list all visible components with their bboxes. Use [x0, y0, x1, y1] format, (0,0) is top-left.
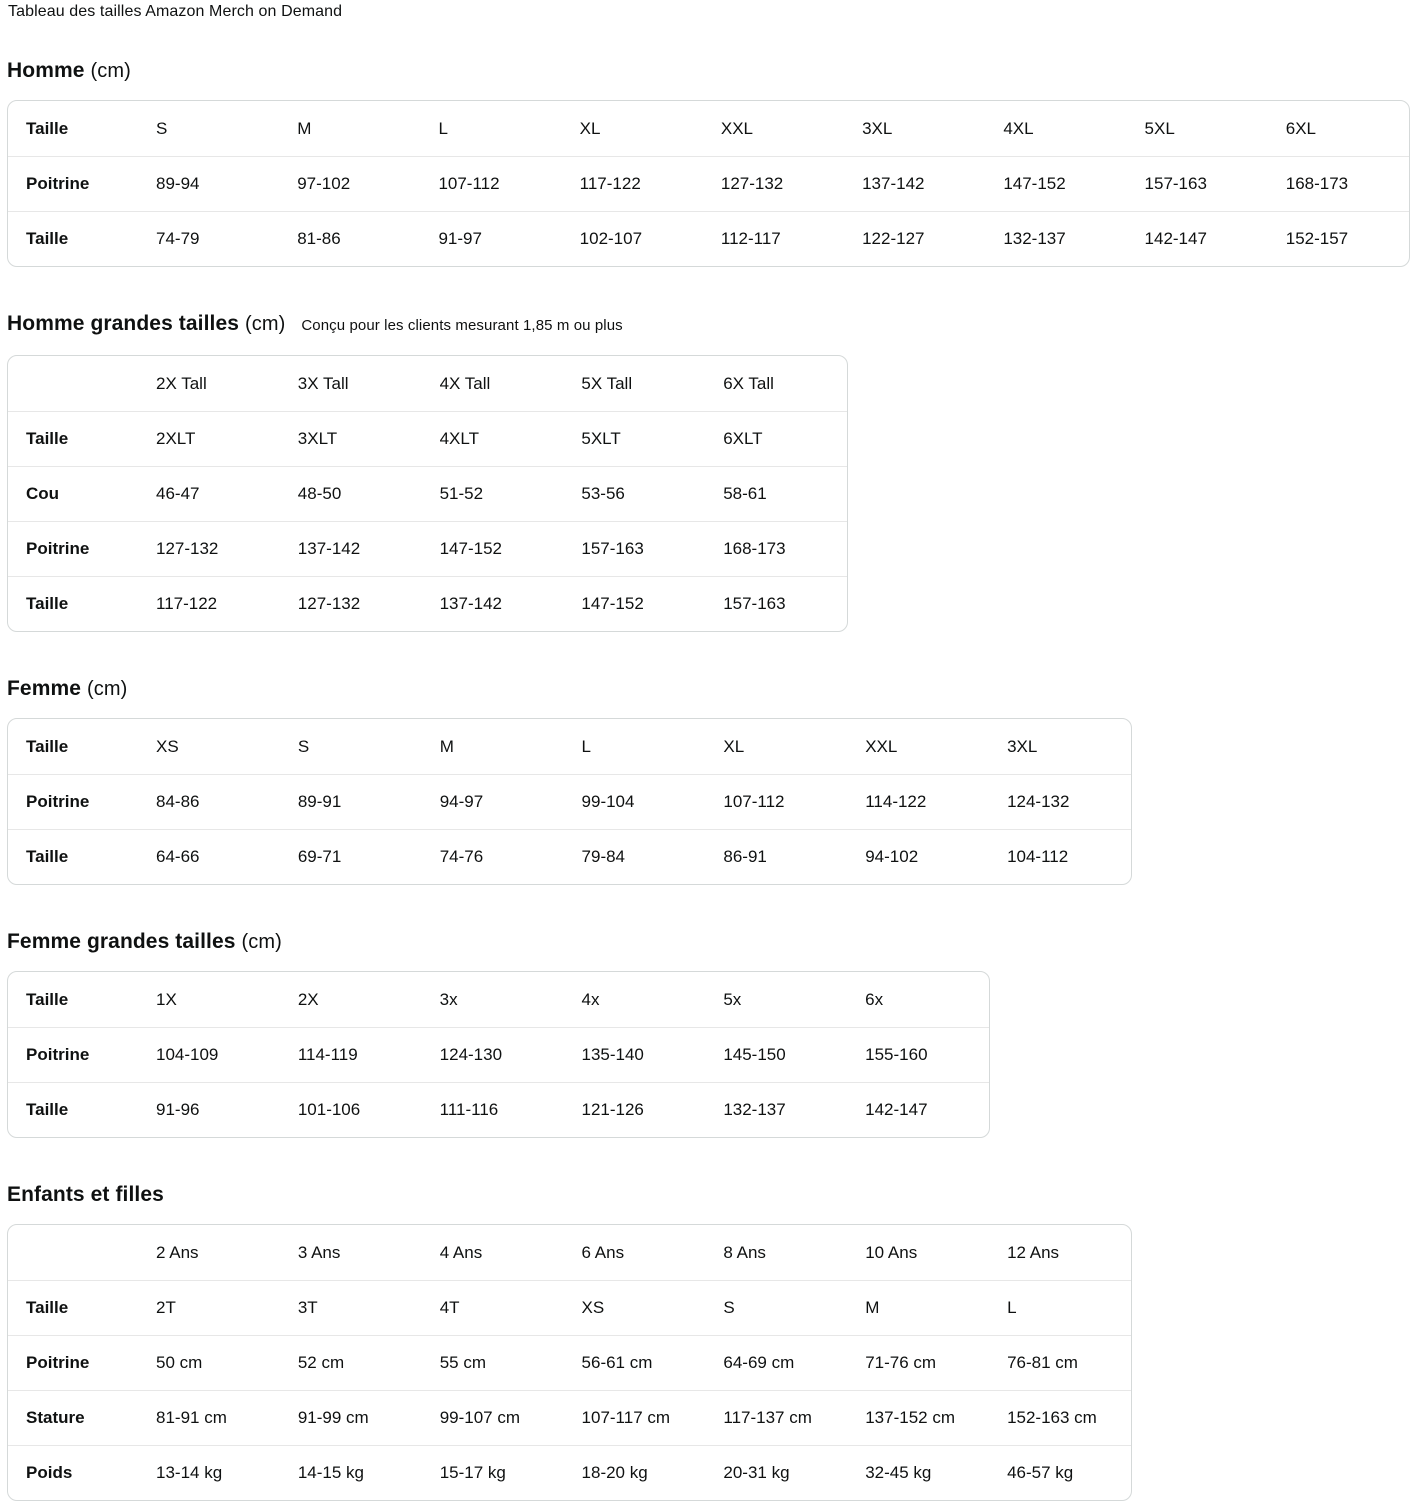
- section-title: Enfants et filles: [7, 1183, 164, 1206]
- value-cell: 5XL: [1144, 118, 1175, 138]
- table-row: [8, 972, 989, 1027]
- value-cell: 14-15 kg: [280, 1445, 422, 1500]
- value-cell: 142-147: [1127, 211, 1268, 266]
- value-cell: 94-97: [422, 774, 564, 829]
- value-cell: 111-116: [422, 1082, 564, 1137]
- table-row: [8, 1390, 1131, 1445]
- value-cell: 112-117: [703, 211, 844, 266]
- value-cell: 99-107 cm: [422, 1390, 564, 1445]
- value-cell: 76-81 cm: [989, 1335, 1131, 1390]
- value-cell: 147-152: [563, 576, 705, 631]
- value-cell: 6XLT: [705, 411, 847, 466]
- value-cell: 117-122: [138, 576, 280, 631]
- value-cell: S: [156, 118, 168, 138]
- value-cell: 81-86: [279, 211, 420, 266]
- table-row: [8, 1280, 1131, 1335]
- value-cell: 114-119: [280, 1027, 422, 1082]
- value-cell: 94-102: [847, 829, 989, 884]
- table-row: [8, 411, 847, 466]
- value-cell: 101-106: [280, 1082, 422, 1137]
- value-cell: 4XLT: [422, 411, 564, 466]
- value-cell: 152-157: [1268, 211, 1409, 266]
- row-label-cell: Poids: [8, 1445, 138, 1500]
- value-cell: 4XL: [1003, 118, 1034, 138]
- value-cell: 132-137: [985, 211, 1126, 266]
- table-row: [8, 774, 1131, 829]
- value-cell: 137-142: [844, 156, 985, 211]
- value-cell: 3 Ans: [297, 1242, 341, 1262]
- value-cell: 6 Ans: [581, 1242, 625, 1262]
- value-cell: 2X: [297, 989, 319, 1009]
- value-cell: 91-97: [420, 211, 561, 266]
- value-cell: 5XLT: [563, 411, 705, 466]
- row-label-cell: Taille: [8, 211, 138, 266]
- value-cell: 1X: [156, 989, 177, 1009]
- value-cell: 3XL: [1007, 736, 1038, 756]
- value-cell: 97-102: [279, 156, 420, 211]
- row-label-cell: Taille: [8, 576, 138, 631]
- row-label-cell: Taille: [8, 829, 138, 884]
- row-label-cell: Taille: [8, 1082, 138, 1137]
- value-cell: 137-152 cm: [847, 1390, 989, 1445]
- value-cell: 2XLT: [138, 411, 280, 466]
- value-cell: 4T: [422, 1280, 564, 1335]
- value-cell: 15-17 kg: [422, 1445, 564, 1500]
- value-cell: 155-160: [847, 1027, 989, 1082]
- value-cell: 89-94: [138, 156, 279, 211]
- value-cell: 2T: [138, 1280, 280, 1335]
- value-cell: 20-31 kg: [705, 1445, 847, 1500]
- section-title: Femme: [7, 677, 82, 700]
- size-table-femme-grandes-tailles: [7, 971, 990, 1138]
- value-cell: XL: [579, 118, 601, 138]
- section-title: Homme grandes tailles: [7, 312, 240, 335]
- value-cell: XS: [156, 736, 179, 756]
- value-cell: 4X Tall: [439, 373, 491, 393]
- value-cell: 10 Ans: [865, 1242, 918, 1262]
- section-femme: [7, 676, 1410, 885]
- section-heading-enfants-et-filles: [7, 1182, 1410, 1208]
- value-cell: 18-20 kg: [564, 1445, 706, 1500]
- value-cell: 58-61: [705, 466, 847, 521]
- value-cell: 122-127: [844, 211, 985, 266]
- row-label-cell: Stature: [8, 1390, 138, 1445]
- row-label-cell: Poitrine: [8, 774, 138, 829]
- size-table-homme-grandes-tailles: [7, 355, 848, 632]
- row-label-cell: Poitrine: [8, 156, 138, 211]
- row-label-cell: Cou: [8, 466, 138, 521]
- table-row: [8, 829, 1131, 884]
- value-cell: 3XL: [862, 118, 893, 138]
- value-cell: 121-126: [563, 1082, 705, 1137]
- value-cell: M: [847, 1280, 989, 1335]
- value-cell: 79-84: [564, 829, 706, 884]
- value-cell: 152-163 cm: [989, 1390, 1131, 1445]
- value-cell: 91-96: [138, 1082, 280, 1137]
- section-homme-grandes-tailles: [7, 311, 1410, 632]
- value-cell: 124-130: [422, 1027, 564, 1082]
- section-unit: (cm): [241, 931, 282, 953]
- value-cell: 127-132: [138, 521, 280, 576]
- value-cell: 102-107: [562, 211, 703, 266]
- value-cell: 46-47: [138, 466, 280, 521]
- value-cell: 6x: [865, 989, 884, 1009]
- section-femme-grandes-tailles: [7, 929, 1410, 1138]
- value-cell: 3X Tall: [297, 373, 349, 393]
- value-cell: 157-163: [705, 576, 847, 631]
- value-cell: 137-142: [280, 521, 422, 576]
- table-row: [8, 211, 1409, 266]
- section-enfants-et-filles: [7, 1182, 1410, 1501]
- table-row: [8, 521, 847, 576]
- value-cell: XXL: [720, 118, 754, 138]
- value-cell: 86-91: [705, 829, 847, 884]
- value-cell: 89-91: [280, 774, 422, 829]
- row-label-cell: [8, 356, 138, 411]
- row-label-cell: Poitrine: [8, 1335, 138, 1390]
- value-cell: 74-76: [422, 829, 564, 884]
- value-cell: 157-163: [1127, 156, 1268, 211]
- value-cell: 99-104: [564, 774, 706, 829]
- value-cell: 32-45 kg: [847, 1445, 989, 1500]
- table-row: [8, 576, 847, 631]
- row-label-cell: [8, 1225, 138, 1280]
- table-row: [8, 466, 847, 521]
- value-cell: 13-14 kg: [138, 1445, 280, 1500]
- value-cell: 52 cm: [280, 1335, 422, 1390]
- value-cell: M: [297, 118, 312, 138]
- row-label-cell: Taille: [8, 1280, 138, 1335]
- table-row: [8, 1445, 1131, 1500]
- value-cell: 3T: [280, 1280, 422, 1335]
- value-cell: 104-112: [989, 829, 1131, 884]
- size-table-femme: [7, 718, 1132, 885]
- section-homme: [7, 58, 1410, 267]
- section-note: Conçu pour les clients mesurant 1,85 m ou plus: [301, 317, 623, 334]
- value-cell: 74-79: [138, 211, 279, 266]
- value-cell: 4x: [581, 989, 600, 1009]
- row-label-cell: Poitrine: [8, 521, 138, 576]
- row-label-cell: Poitrine: [8, 1027, 138, 1082]
- section-heading-femme: [7, 676, 1410, 702]
- value-cell: 4 Ans: [439, 1242, 483, 1262]
- row-label-cell: Taille: [26, 736, 69, 756]
- value-cell: M: [439, 736, 454, 756]
- value-cell: S: [297, 736, 310, 756]
- table-row: [8, 101, 1409, 156]
- value-cell: 135-140: [563, 1027, 705, 1082]
- value-cell: 132-137: [705, 1082, 847, 1137]
- value-cell: 5x: [723, 989, 742, 1009]
- table-row: [8, 1335, 1131, 1390]
- value-cell: 168-173: [705, 521, 847, 576]
- value-cell: 107-112: [420, 156, 561, 211]
- table-row: [8, 1027, 989, 1082]
- value-cell: 147-152: [985, 156, 1126, 211]
- section-heading-femme-grandes-tailles: [7, 929, 1410, 955]
- value-cell: 81-91 cm: [138, 1390, 280, 1445]
- value-cell: 147-152: [422, 521, 564, 576]
- value-cell: 142-147: [847, 1082, 989, 1137]
- value-cell: 8 Ans: [723, 1242, 766, 1262]
- value-cell: 157-163: [563, 521, 705, 576]
- value-cell: 145-150: [705, 1027, 847, 1082]
- value-cell: 2X Tall: [156, 373, 207, 393]
- value-cell: 55 cm: [422, 1335, 564, 1390]
- value-cell: 117-137 cm: [705, 1390, 847, 1445]
- value-cell: 71-76 cm: [847, 1335, 989, 1390]
- value-cell: 107-112: [705, 774, 847, 829]
- value-cell: 56-61 cm: [564, 1335, 706, 1390]
- value-cell: 51-52: [422, 466, 564, 521]
- value-cell: 127-132: [280, 576, 422, 631]
- value-cell: 104-109: [138, 1027, 280, 1082]
- value-cell: 6XL: [1285, 118, 1316, 138]
- value-cell: L: [581, 736, 591, 756]
- value-cell: 3XLT: [280, 411, 422, 466]
- value-cell: 64-69 cm: [705, 1335, 847, 1390]
- value-cell: XL: [723, 736, 745, 756]
- section-heading-homme: [7, 58, 1410, 84]
- row-label-cell: Taille: [26, 989, 69, 1009]
- value-cell: 48-50: [280, 466, 422, 521]
- value-cell: 2 Ans: [156, 1242, 199, 1262]
- section-title: Homme: [7, 59, 85, 82]
- value-cell: L: [989, 1280, 1131, 1335]
- value-cell: L: [438, 118, 448, 138]
- page-title: Tableau des tailles Amazon Merch on Demand: [8, 3, 343, 20]
- table-row: [8, 1225, 1131, 1280]
- section-heading-homme-grandes-tailles: [7, 311, 1410, 339]
- table-row: [8, 1082, 989, 1137]
- value-cell: 124-132: [989, 774, 1131, 829]
- value-cell: XXL: [865, 736, 898, 756]
- value-cell: 107-117 cm: [564, 1390, 706, 1445]
- value-cell: 53-56: [563, 466, 705, 521]
- size-table-homme: [7, 100, 1410, 267]
- row-label-cell: Taille: [26, 118, 69, 138]
- value-cell: 6X Tall: [723, 373, 774, 393]
- value-cell: 137-142: [422, 576, 564, 631]
- section-unit: (cm): [90, 60, 131, 82]
- section-title: Femme grandes tailles: [7, 930, 236, 953]
- value-cell: 46-57 kg: [989, 1445, 1131, 1500]
- value-cell: 64-66: [138, 829, 280, 884]
- value-cell: 69-71: [280, 829, 422, 884]
- table-row: [8, 156, 1409, 211]
- value-cell: XS: [564, 1280, 706, 1335]
- size-table-enfants-et-filles: [7, 1224, 1132, 1501]
- value-cell: 168-173: [1268, 156, 1409, 211]
- value-cell: 5X Tall: [581, 373, 633, 393]
- table-row: [8, 719, 1131, 774]
- value-cell: 12 Ans: [1007, 1242, 1060, 1262]
- value-cell: S: [705, 1280, 847, 1335]
- value-cell: 127-132: [703, 156, 844, 211]
- value-cell: 114-122: [847, 774, 989, 829]
- row-label-cell: Taille: [8, 411, 138, 466]
- value-cell: 91-99 cm: [280, 1390, 422, 1445]
- table-row: [8, 356, 847, 411]
- section-unit: (cm): [86, 678, 128, 700]
- value-cell: 3x: [439, 989, 458, 1009]
- value-cell: 50 cm: [138, 1335, 280, 1390]
- value-cell: 117-122: [562, 156, 703, 211]
- section-unit: (cm): [244, 313, 286, 335]
- value-cell: 84-86: [138, 774, 280, 829]
